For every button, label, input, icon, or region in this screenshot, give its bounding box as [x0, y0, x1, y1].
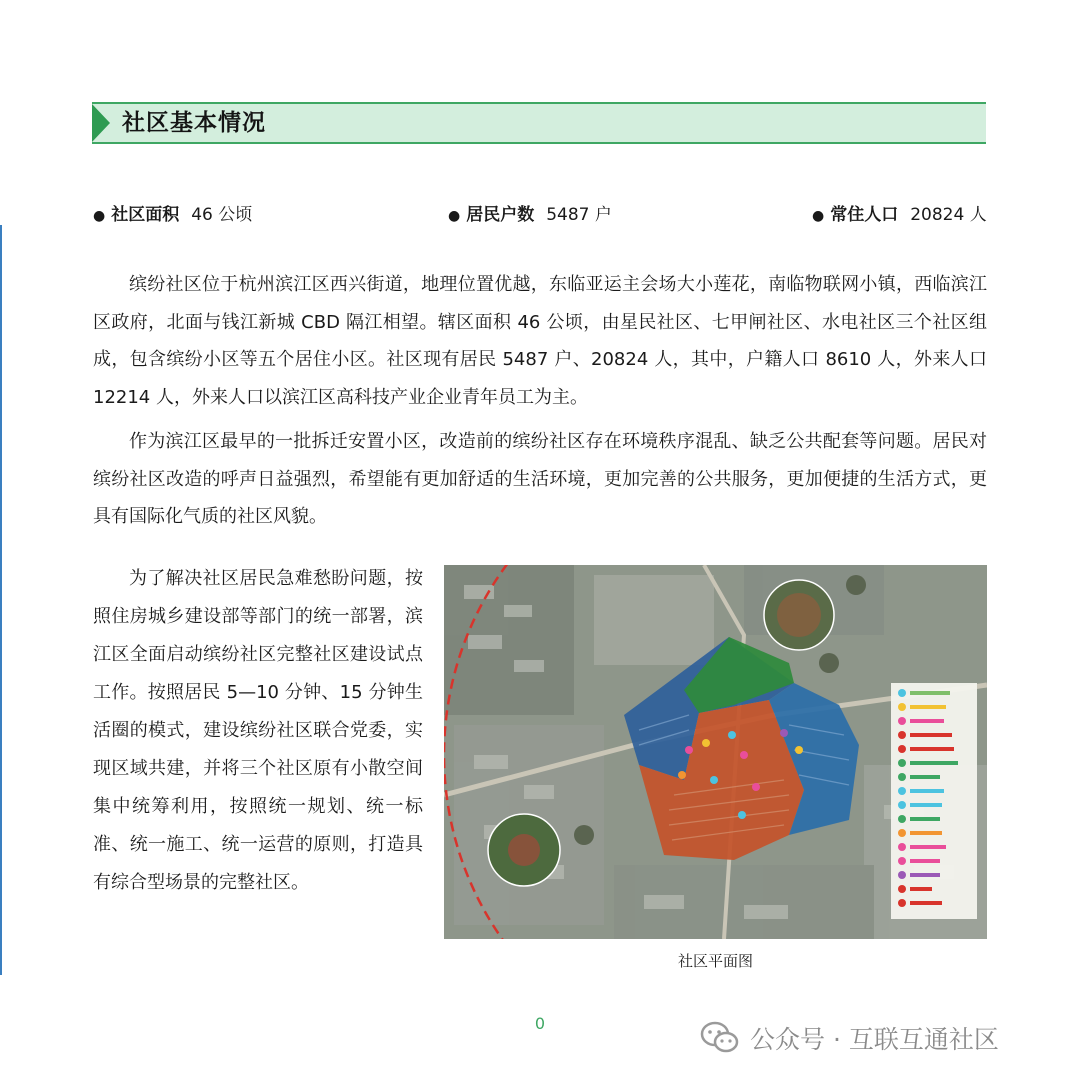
- paragraph-pilot: 为了解决社区居民急难愁盼问题，按照住房城乡建设部等部门的统一部署，滨江区全面启动缤纷社区完整社区建设试点工作。按照居民 5—10 分钟、15 分钟生活圈的模式，建设缤纷社区联合党委，实现区域共建，并将三个社区原有小散空间集中统筹利用，按照统一规划、统一标准、统一施工、统一运营的原则，打造具有综合型场景的完整社区。: [93, 568, 423, 893]
- section-title: 社区基本情况: [122, 110, 266, 136]
- stat-label: 居民户数: [466, 205, 535, 225]
- bullet-icon: ●: [448, 208, 461, 224]
- stats-row: [0, 203, 1080, 229]
- page-edge-line: [0, 225, 2, 975]
- bullet-icon: ●: [812, 208, 825, 224]
- watermark-text: 公众号 · 互联互通社区: [750, 1025, 999, 1054]
- community-plan-map: [444, 565, 987, 939]
- watermark: [700, 1018, 999, 1058]
- stat-label: 社区面积: [111, 205, 180, 225]
- page-number: 0: [534, 1014, 546, 1033]
- paragraph-location: 缤纷社区位于杭州滨江区西兴街道，地理位置优越，东临亚运主会场大小莲花，南临物联网小镇，西临滨江区政府，北面与钱江新城 CBD 隔江相望。辖区面积 46 公顷，由星民社区、七甲闸社区、水电社区三个社区组成，包含缤纷小区等五个居住小区。社区现有居民 5487 户、20824 人，其中，户籍人口 8610 人，外来人口 12214 人，外来人口以滨江区高科技产业企业青年员工为主。: [93, 274, 987, 408]
- stat-area: [93, 203, 252, 228]
- stat-label: 常住人口: [830, 205, 899, 225]
- stat-households: [448, 203, 612, 228]
- stat-value: 5487 户: [546, 205, 612, 225]
- header-arrow-icon: [92, 104, 110, 142]
- stat-population: [812, 203, 987, 228]
- bullet-icon: ●: [93, 208, 106, 224]
- map-illustration: [444, 565, 987, 939]
- map-caption: 社区平面图: [677, 952, 753, 970]
- paragraph-background: 作为滨江区最早的一批拆迁安置小区，改造前的缤纷社区存在环境秩序混乱、缺乏公共配套等问题。居民对缤纷社区改造的呼声日益强烈，希望能有更加舒适的生活环境，更加完善的公共服务，更加便捷的生活方式，更具有国际化气质的社区风貌。: [93, 431, 987, 527]
- wechat-icon: [700, 1021, 740, 1055]
- section-header: [92, 102, 986, 144]
- stat-value: 20824 人: [910, 205, 987, 225]
- stat-value: 46 公顷: [191, 205, 253, 225]
